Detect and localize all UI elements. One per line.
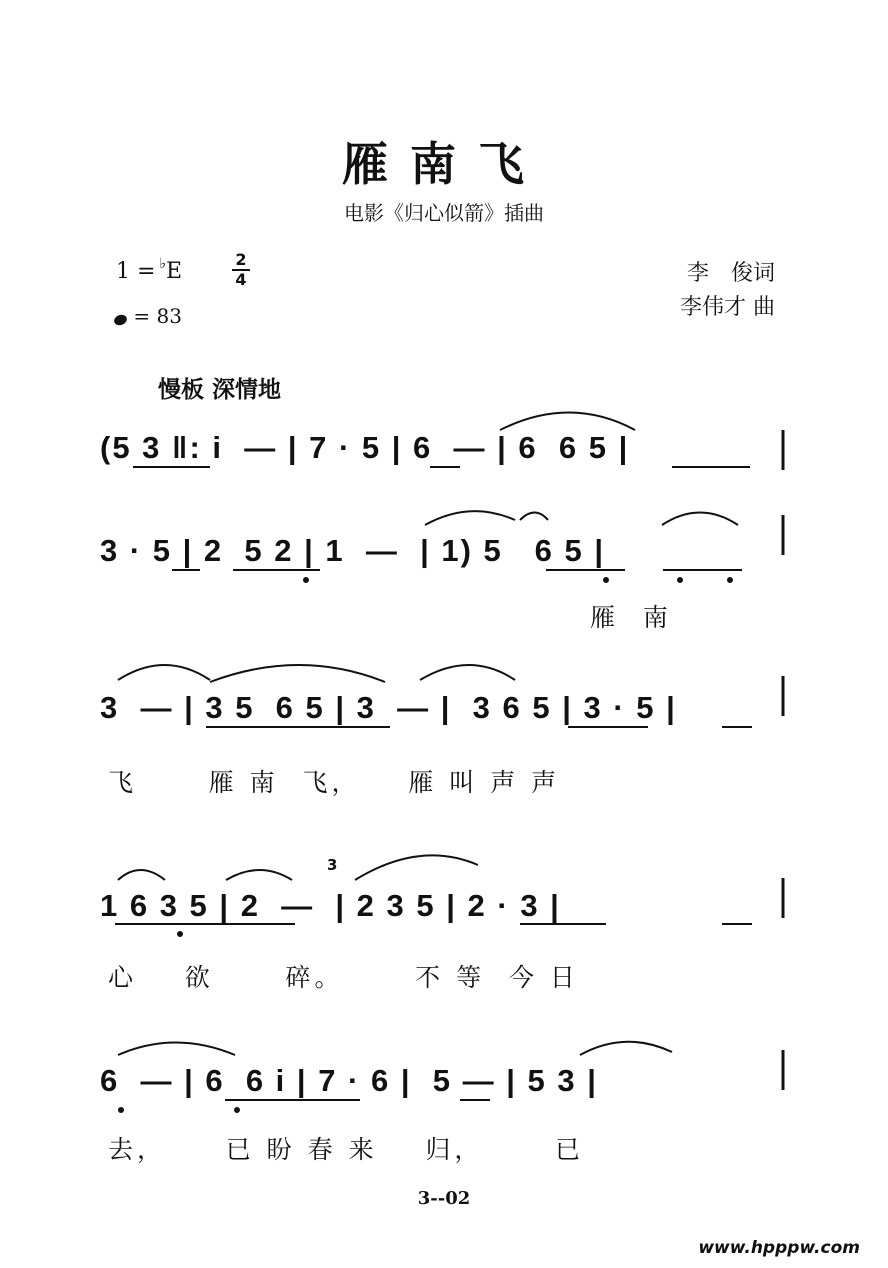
- score-line-5: 6 — | 6 6 i | 7 · 6 | 5 — | 5 3 |: [100, 1063, 598, 1098]
- page-number: 3--02: [417, 1188, 471, 1209]
- lyric-line-4: 心 欲 碎。 不 等 今 日: [108, 963, 579, 992]
- time-bottom: 4: [235, 270, 247, 289]
- score-line-4: 1 6 3 5 | 2 — | 2 3 5 | 2 · 3 |: [100, 888, 561, 923]
- lyric-line-5: 去， 已 盼 春 来 归， 已: [108, 1135, 585, 1164]
- score-line-3: 3 — | 3 5 6 5 | 3 — | 3 6 5 | 3 · 5 |: [100, 690, 677, 725]
- flat-icon: ♭: [159, 256, 167, 272]
- song-title: 雁南飞: [342, 137, 546, 191]
- composer-credit: 李伟才 曲: [680, 295, 775, 320]
- score-line-1: (5 3 ‖: i — | 7 · 5 | 6 — | 6 6 5 |: [100, 430, 630, 465]
- key-tonic: E: [166, 259, 183, 284]
- key-prefix: 1 =: [116, 259, 156, 284]
- lyric-line-2: 雁 南: [590, 603, 672, 632]
- lyric-line-3: 飞 雁 南 飞， 雁 叫 声 声: [108, 768, 561, 797]
- tempo-value: = 83: [133, 304, 182, 328]
- song-subtitle: 电影《归心似箭》插曲: [344, 201, 544, 225]
- expression-marking: 慢板 深情地: [158, 377, 282, 403]
- lyricist-credit: 李 俊词: [686, 261, 775, 286]
- grace-note: 3: [327, 856, 338, 874]
- score-line-2: 3 · 5 | 2 5 2 | 1 — | 1) 5 6 5 |: [100, 533, 606, 568]
- time-top: 2: [235, 250, 247, 269]
- site-watermark: www.hpppw.com: [698, 1238, 860, 1258]
